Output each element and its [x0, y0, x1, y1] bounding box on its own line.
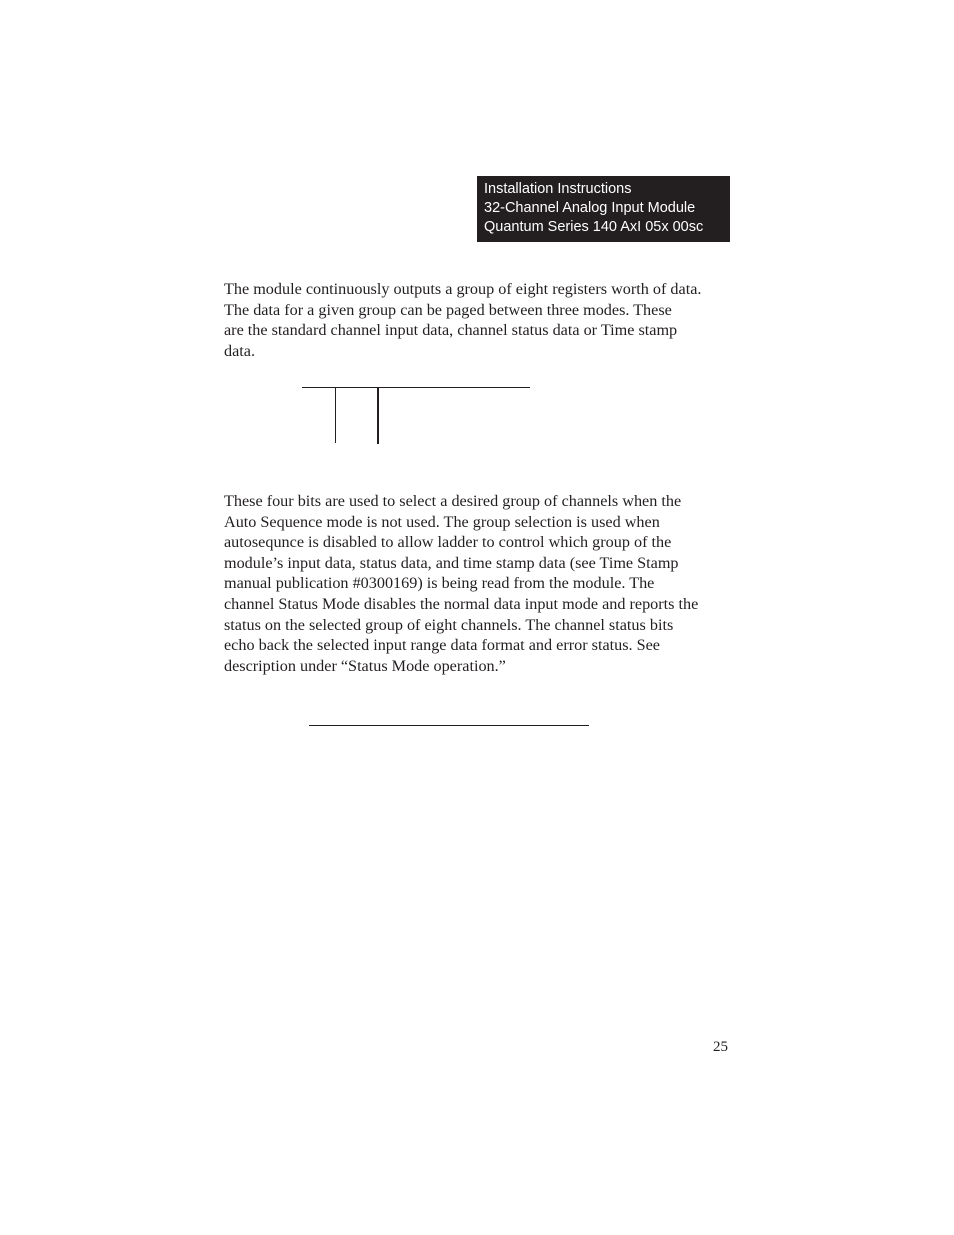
paragraph-line: The module continuously outputs a group of eight registers worth of data. — [224, 280, 702, 298]
paragraph-line: Auto Sequence mode is not used. The group selection is used when — [224, 512, 660, 531]
page-number: 25 — [713, 1039, 728, 1055]
paragraph-line: channel Status Mode disables the normal data input mode and reports the — [224, 594, 699, 613]
paragraph-line: autosequnce is disabled to allow ladder to control which group of the — [224, 533, 672, 552]
paragraph-line: are the standard channel input data, channel status data or Time stamp — [224, 321, 678, 340]
table-column-divider — [377, 388, 379, 444]
table-column-divider — [335, 388, 336, 443]
section-divider-rule — [309, 725, 589, 726]
paragraph-line: status on the selected group of eight channels. The channel status bits — [224, 615, 674, 634]
paragraph-register-output — [224, 279, 734, 361]
paragraph-line: description under “Status Mode operation.” — [224, 656, 506, 675]
paragraph-group-selection — [224, 491, 734, 676]
paragraph-line: These four bits are used to select a desired group of channels when the — [224, 492, 682, 510]
header-line-series: Quantum Series 140 AxI 05x 00sc — [484, 219, 704, 235]
paragraph-line: The data for a given group can be paged between three modes. These — [224, 300, 672, 319]
document-header-box — [477, 176, 730, 242]
paragraph-line: data. — [224, 341, 256, 360]
table-top-rule — [302, 387, 530, 388]
paragraph-line: echo back the selected input range data format and error status. See — [224, 636, 660, 655]
paragraph-line: module’s input data, status data, and time stamp data (see Time Stamp — [224, 553, 679, 572]
header-line-title: Installation Instructions — [484, 181, 632, 197]
paragraph-line: manual publication #0300169) is being read from the module. The — [224, 574, 655, 593]
header-line-module: 32-Channel Analog Input Module — [484, 200, 696, 216]
